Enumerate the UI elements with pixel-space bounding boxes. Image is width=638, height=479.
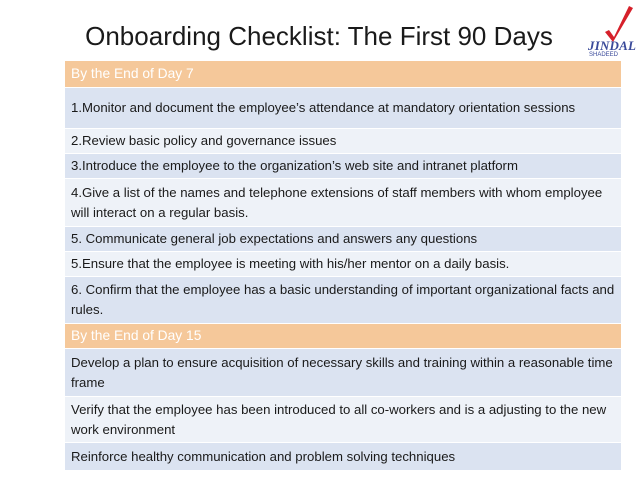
page-title: Onboarding Checklist: The First 90 Days (85, 21, 553, 51)
logo-name: JINDAL (588, 38, 637, 53)
checklist-item: 3.Introduce the employee to the organization’s web site and intranet platform (65, 154, 621, 179)
checklist-item: 6. Confirm that the employee has a basic understanding of important organizational facts and rules. (65, 277, 621, 324)
checklist-item: 5. Communicate general job expectations and answers any questions (65, 227, 621, 252)
checklist-item: 4.Give a list of the names and telephone extensions of staff members with whom employee will interact on a regular basis. (65, 179, 621, 227)
checklist-item: 5.Ensure that the employee is meeting with his/her mentor on a daily basis. (65, 252, 621, 277)
checklist-item: Develop a plan to ensure acquisition of necessary skills and training within a reasonable time frame (65, 349, 621, 397)
checklist-item: 1.Monitor and document the employee’s attendance at mandatory orientation sessions (65, 88, 621, 129)
section-heading-day-15: By the End of Day 15 (65, 324, 621, 349)
checklist-item: 2.Review basic policy and governance issues (65, 129, 621, 154)
section-heading-day-7: By the End of Day 7 (65, 61, 621, 88)
checklist-table (65, 61, 621, 471)
logo-subname: SHADEED (589, 52, 619, 58)
checklist-item: Reinforce healthy communication and problem solving techniques (65, 443, 621, 471)
checklist-item: Verify that the employee has been introduced to all co-workers and is a adjusting to the new work environment (65, 397, 621, 443)
